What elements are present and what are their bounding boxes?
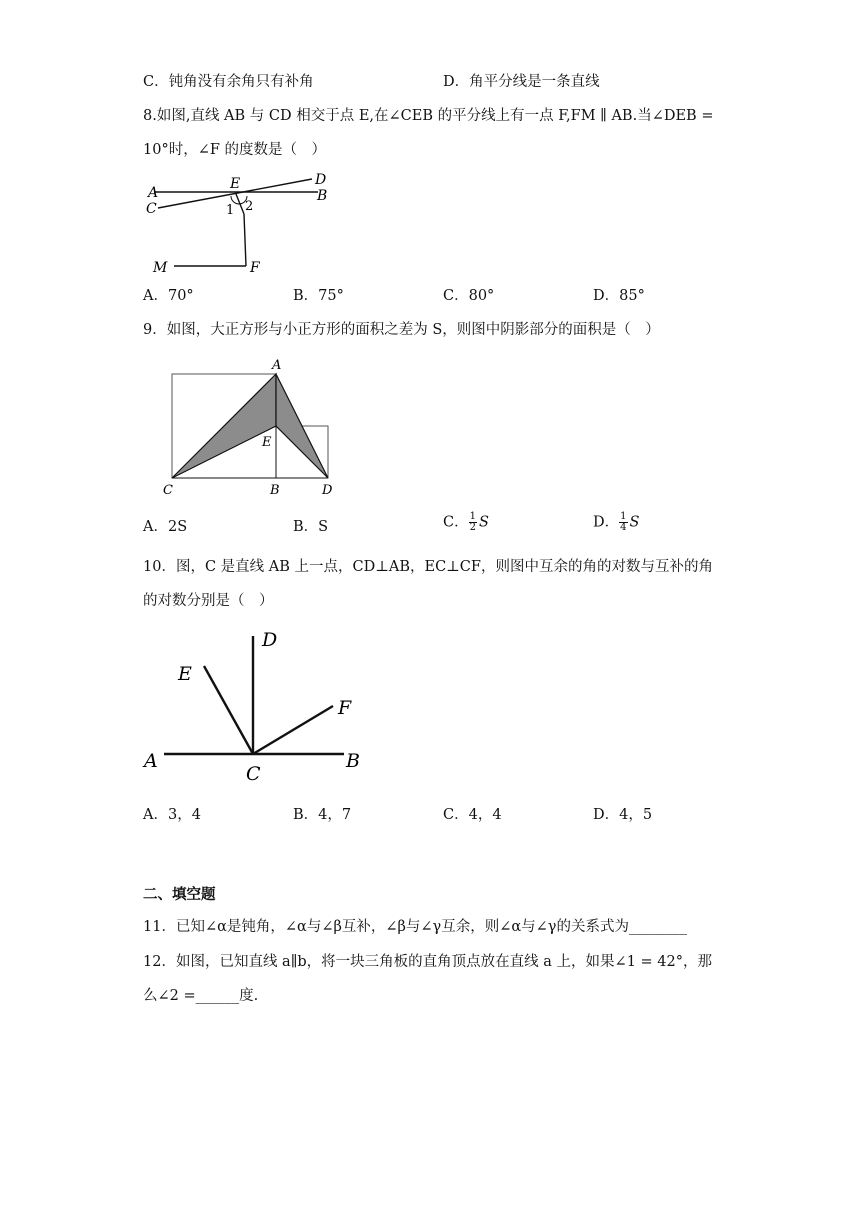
q11-stem: 11．已知∠α是钝角，∠α与∠β互补，∠β与∠γ互余，则∠α与∠γ的关系式为________ [143,919,687,935]
q9-option-d-prefix: D． [593,514,620,531]
q12-stem-line1: 12．如图，已知直线 a∥b，将一块三角板的直角顶点放在直线 a 上，如果∠1 = 42°，那 [143,954,712,970]
q9-label-c: C [163,483,173,498]
q9-option-d-numerator: 1 [620,511,627,522]
q8-bisector-ef [244,214,246,266]
q7-option-c: C．钝角没有余角只有补角 [143,74,314,90]
q9-shade-left [172,374,276,478]
q10-stem-line1: 10．图，C 是直线 AB 上一点，CD⊥AB，EC⊥CF，则图中互余的角的对数与互补的角 [143,559,713,575]
q8-label-2: 2 [245,199,254,214]
q8-label-b: B [317,188,328,204]
q8-label-a: A [148,185,159,201]
q9-option-d-denominator: 4 [620,522,627,533]
q10-stem-line2: 的对数分别是（ ） [143,593,274,609]
q8-option-b: B．75° [293,288,344,304]
q8-option-d: D．85° [593,288,645,304]
q10-option-c: C．4，4 [443,807,502,823]
q10-label-b: B [346,750,360,772]
q8-label-e: E [230,176,241,192]
q9-option-a: A．2S [143,519,188,535]
q8-option-c: C．80° [443,288,495,304]
q8-label-f: F [250,260,260,276]
q9-option-d [593,512,639,533]
q8-label-d: D [315,172,327,188]
q10-option-a: A．3，4 [143,807,201,823]
q9-option-d-fraction [619,512,627,533]
q9-label-d: D [322,483,333,498]
q9-label-b: B [270,483,280,498]
q10-label-f: F [338,697,352,719]
q9-figure [155,354,355,500]
q8-stem-line1: 8.如图,直线 AB 与 CD 相交于点 E,在∠CEB 的平分线上有一点 F,FM ∥ AB.当∠DEB = [143,108,714,124]
q10-figure [140,624,380,784]
q9-option-c-var: S [478,514,489,531]
section-title-fill-in: 二、填空题 [143,887,216,903]
q10-label-d: D [262,629,278,651]
q10-ray-ce [204,666,253,754]
q10-option-b: B．4，7 [293,807,352,823]
q9-option-c-denominator: 2 [469,522,476,533]
q8-figure [140,168,340,278]
q9-option-c-numerator: 1 [469,511,476,522]
q8-stem-line2: 10°时，∠F 的度数是（ ） [143,142,327,158]
q9-option-d-var: S [629,514,640,531]
q10-option-d: D．4，5 [593,807,653,823]
q12-stem-line2: 么∠2 =______度. [143,988,259,1004]
q9-label-a: A [272,358,282,373]
q10-label-e: E [178,663,192,685]
q9-label-e: E [262,435,272,450]
q10-ray-cf [253,706,333,754]
q8-label-m: M [153,260,168,276]
q10-label-a: A [144,750,158,772]
q9-option-c-fraction [469,512,477,533]
q7-option-d: D．角平分线是一条直线 [443,74,600,90]
q8-label-c: C [146,201,157,217]
q8-label-1: 1 [226,203,235,218]
q9-option-b: B．S [293,519,329,535]
q8-option-a: A．70° [143,288,194,304]
q10-label-c: C [246,763,261,784]
q9-option-c [443,512,489,533]
q9-stem: 9．如图，大正方形与小正方形的面积之差为 S，则图中阴影部分的面积是（ ） [143,322,660,338]
q9-option-c-prefix: C． [443,514,469,531]
